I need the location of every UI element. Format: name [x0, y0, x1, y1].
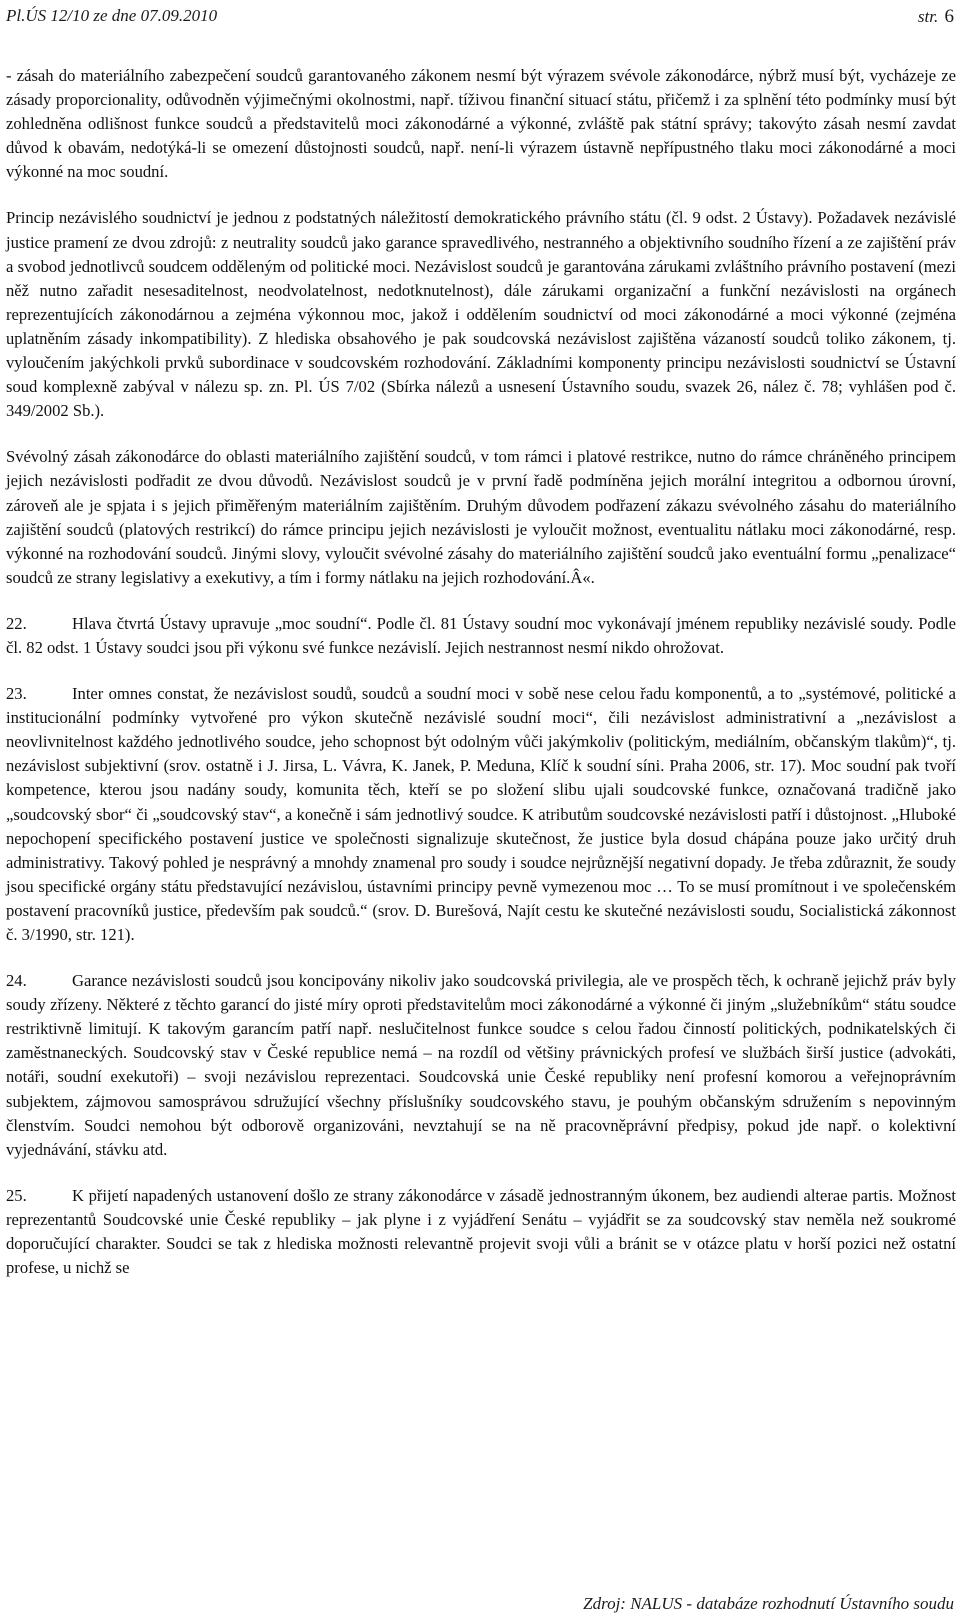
source-note: Zdroj: NALUS - databáze rozhodnutí Ústavního soudu [583, 1594, 954, 1613]
page-label: str. [917, 7, 939, 26]
paragraph-text: Garance nezávislosti soudců jsou koncipovány nikoliv jako soudcovská privilegia, ale ve prospěch těch, k ochraně jejichž práv byly soudy zřízeny. Některé z těchto garancí do jisté míry oproti představitelům moci zákonodárné a výkonné či jiným „služebníkům“ státu soudce restriktivně limitují. K takovým garancím patří např. neslučitelnost funkce soudce s celou řadou činností politických, podnikatelských či zaměstnaneckých. Soudcovský stav v České republice nemá – na rozdíl od většiny právnických profesí ve službách širší justice (advokáti, notáři, soudní exekutoři) – svoji nezávislou reprezentaci. Soudcovská unie České republiky není profesní komorou a veřejnoprávním subjektem, zájmovou samosprávou sdružující všechny příslušníky soudcovského stavu, je pouhým občanským sdružením s nepovinným členstvím. Soudci nemohou být odborově organizováni, nevztahují se na ně pracovněprávní předpisy, pokud jde např. o kolektivní vyjednávání, stávku atd. [6, 971, 956, 1159]
paragraph-text: Princip nezávislého soudnictví je jednou z podstatných náležitostí demokratického právního státu (čl. 9 odst. 2 Ústavy). Požadavek nezávislé justice pramení ze dvou zdrojů: z neutrality soudců jako garance spravedlivého, nestranného a objektivního soudního řízení a ze zajištění práv a svobod jednotlivců soudcem odděleným od politické moci. Nezávislost soudců je garantována zárukami zvláštního právního postavení (mezi něž nutno zařadit nesesaditelnost, neodvolatelnost, nedotknutelnost), dále zárukami organizační a funkční nezávislosti na orgánech reprezentujících zákonodárnou a zejména výkonnou moc, jakož i oddělením soudnictví od moci zákonodárné a moci výkonné (zejména uplatněním zásady inkompatibility). Z hlediska obsahového je pak soudcovská nezávislost zajištěna vázaností soudců toliko zákonem, tj. vyloučením jakýchkoli prvků subordinace v soudcovském rozhodování. Základními komponenty principu nezávislosti soudnictví se Ústavní soud komplexně zabýval v nálezu sp. zn. Pl. ÚS 7/02 (Sbírka nálezů a usnesení Ústavního soudu, svazek 26, nález č. 78; vyhlášen pod č. 349/2002 Sb.). [6, 208, 956, 421]
paragraph-text: K přijetí napadených ustanovení došlo ze strany zákonodárce v zásadě jednostranným úkonem, bez audiendi alterae partis. Možnost reprezentantů Soudcovské unie České republiky – jak plyne i z vyjádření Senátu – vyjádřit se za soudcovský stav neměla než soukromé doporučující charakter. Soudci se tak z hlediska možnosti relevantně projevit svoji vůli a bránit se v otázce platu v horší pozici než ostatní profese, u nichž se [6, 1185, 956, 1278]
paragraph [6, 206, 956, 423]
numbered-paragraph-23 [6, 682, 956, 947]
page-header [6, 6, 954, 32]
page-indicator [918, 6, 954, 28]
paragraph-number: 24. [6, 971, 27, 991]
numbered-paragraph-24 [6, 969, 956, 1162]
paragraph-text: Svévolný zásah zákonodárce do oblasti materiálního zajištění soudců, v tom rámci i platové restrikce, nutno do rámce chráněného principem jejich nezávislosti podřadit ze dvou důvodů. Nezávislost soudců je v první řadě podmíněna jejich morální integritou a odbornou úrovní, zároveň ale je spjata i s jejich přiměřeným materiálním zajištěním. Druhým důvodem podřazení zákazu svévolného zásahu do materiálního zajištění soudců (platových restrikcí) do rámce principu jejich nezávislosti je vyloučit možnost, eventualitu nátlaku moci zákonodárné, resp. výkonné na rozhodování soudců. Jinými slovy, vyloučit svévolné zásahy do materiálního zajištění soudců jako eventuální formu „penalizace“ soudců ze strany legislativy a exekutivy, a tím i formy nátlaku na jejich rozhodování.Â«. [6, 447, 956, 587]
paragraph-text: - zásah do materiálního zabezpečení soudců garantovaného zákonem nesmí být výrazem svévole zákonodárce, nýbrž musí být, vycházeje ze zásady proporcionality, odůvodněn výjimečnými okolnostmi, např. tíživou finanční situací státu, přičemž i za splnění této podmínky musí být zohledněna odlišnost funkce soudců a představitelů moci zákonodárné a výkonné, zvláště pak státní správy; takovýto zásah nesmí zavdat důvod k obavám, nedotýká-li se omezení důstojnosti soudců, např. není-li výrazem ústavně nepřípustného tlaku moci zákonodárné a moci výkonné na moc soudní. [6, 66, 956, 182]
paragraph [6, 445, 956, 590]
paragraph-text: Hlava čtvrtá Ústavy upravuje „moc soudní“. Podle čl. 81 Ústavy soudní moc vykonávají jménem republiky nezávislé soudy. Podle čl. 82 odst. 1 Ústavy soudci jsou při výkonu své funkce nezávislí. Jejich nestrannost nesmí nikdo ohrožovat. [6, 613, 956, 657]
paragraph-text: Inter omnes constat, že nezávislost soudů, soudců a soudní moci v sobě nese celou řadu komponentů, a to „systémové, politické a institucionální podmínky vytvořené pro výkon skutečně nezávislé soudní moci“, čili nezávislost administrativní a „nezávislost a neovlivnitelnost každého jednotlivého soudce, jeho schopnost být odolným vůči jakýmkoliv (politickým, mediálním, občanským tlakům)“, tj. nezávislost subjektivní (srov. ostatně i J. Jirsa, L. Vávra, K. Janek, P. Meduna, Klíč k soudní síni. Praha 2006, str. 17). Moc soudní pak tvoří kompetence, kterou jsou nadány soudy, komunita těch, kteří se po složení slibu ujali soudcovské funkce, označovaná tradičně jako „soudcovský sbor“ či „soudcovský stav“, a konečně i sám jednotlivý soudce. K atributům soudcovské nezávislosti patří i důstojnost. „Hluboké nepochopení specifického postavení justice ve společnosti signalizuje skutečnost, že justice byla dosud chápána pouze jako určitý druh administrativy. Takový pohled je nesprávný a mnohdy znamenal pro soudy i soudce nejrůznější negativní dopady. Je třeba zdůraznit, že soudy jsou specifické orgány státu představující nezávislou, ústavními principy pevně vymezenou moc … To se musí promítnout i ve společenském postavení pracovníků justice, především pak soudců.“ (srov. D. Burešová, Najít cestu ke skutečné nezávislosti soudu, Socialistická zákonnost č. 3/1990, str. 121). [6, 684, 956, 944]
paragraph-number: 23. [6, 684, 27, 704]
decision-reference: Pl.ÚS 12/10 ze dne 07.09.2010 [6, 6, 218, 25]
numbered-paragraph-22 [6, 612, 956, 660]
paragraph-number: 22. [6, 613, 27, 633]
page-footer [0, 1594, 954, 1614]
paragraph [6, 64, 956, 184]
paragraph-number: 25. [6, 1185, 27, 1205]
page-number: 6 [944, 6, 954, 27]
document-body [6, 64, 956, 1302]
numbered-paragraph-25 [6, 1184, 956, 1280]
